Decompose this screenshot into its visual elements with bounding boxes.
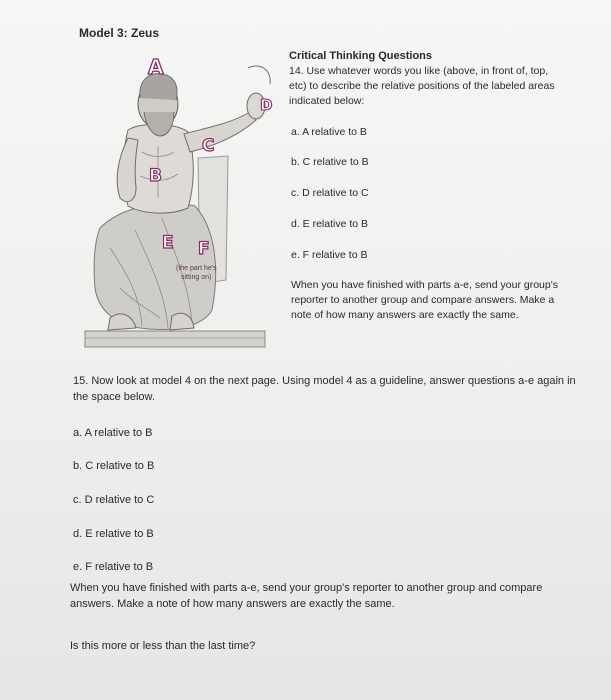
label-c: C — [202, 136, 215, 156]
q15-item-a: a. A relative to B — [73, 427, 153, 439]
q15-item-e: e. F relative to B — [73, 561, 154, 573]
ctq-item-a: a. A relative to B — [291, 126, 367, 138]
question-15: 15. Now look at model 4 on the next page. Using model 4 as a guideline, answer questions a-e again in the space below. — [73, 375, 576, 403]
q15-last-question: Is this more or less than the last time? — [70, 640, 256, 652]
q15-item-d: d. E relative to B — [73, 528, 154, 540]
zeus-statue-drawing — [80, 48, 280, 353]
ctq-item-d: d. E relative to B — [291, 218, 369, 230]
label-e: E — [162, 233, 174, 253]
q15-item-c: c. D relative to C — [73, 494, 155, 506]
ctq-item-e: e. F relative to B — [291, 249, 368, 261]
ctq-item-c: c. D relative to C — [291, 187, 369, 199]
raised-arm-shape — [184, 112, 256, 152]
label-f-note-line1: (the part he's — [176, 265, 217, 272]
label-d: D — [260, 96, 273, 114]
pedestal-shape — [85, 331, 265, 347]
q15-outro: When you have finished with parts a-e, send your group's reporter to another group and compare answers. Make a note of how many answers are exactly the same. — [70, 582, 543, 610]
label-f-note-line2: sitting on) — [181, 274, 212, 281]
label-b: B — [149, 166, 162, 186]
label-a: A — [148, 55, 164, 79]
label-f: F — [198, 239, 210, 259]
model-title: Model 3: Zeus — [79, 26, 160, 40]
ctq-question-14: 14. Use whatever words you like (above, in front of, top, etc) to describe the relative positions of the labeled areas indicated below: — [289, 65, 555, 107]
ctq-outro: When you have finished with parts a-e, send your group's reporter to another group and compare answers. Make a note of how many answers are exactly the same. — [291, 279, 558, 321]
ctq-item-b: b. C relative to B — [291, 156, 369, 168]
ctq-heading: Critical Thinking Questions — [289, 50, 433, 62]
zeus-statue-figure — [80, 48, 280, 353]
q15-item-b: b. C relative to B — [73, 460, 155, 472]
